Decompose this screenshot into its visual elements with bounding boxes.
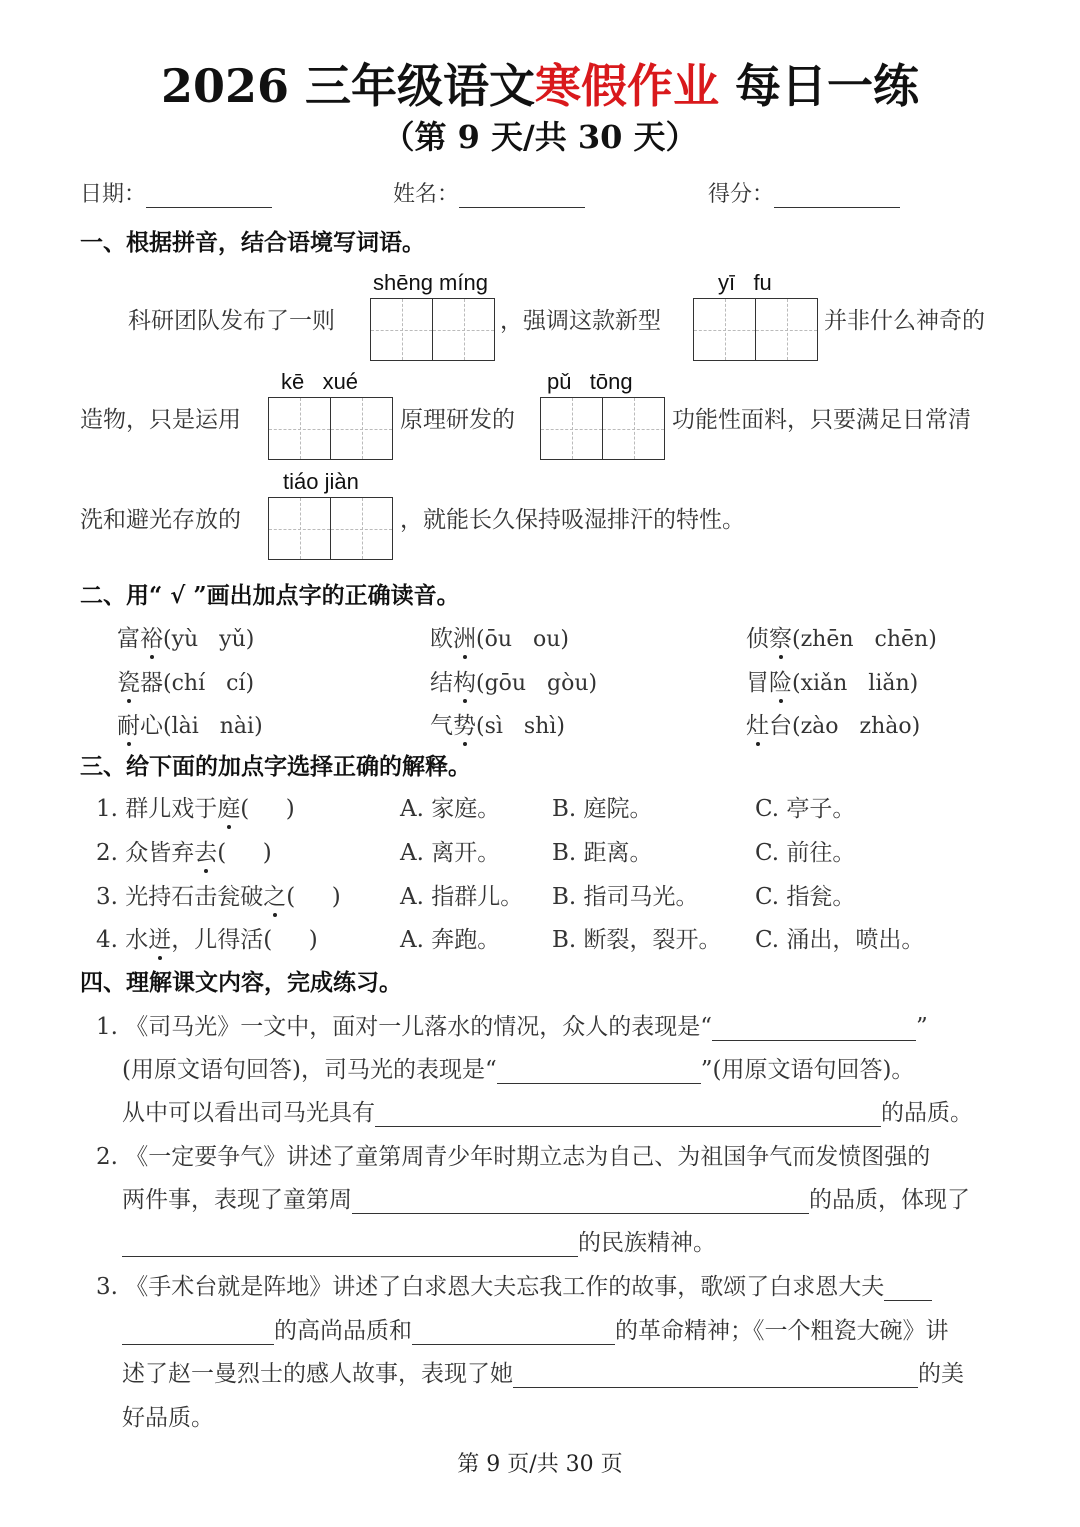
page-number: 第 9 页/共 30 页 — [457, 1452, 623, 1477]
answer-box-5[interactable] — [268, 497, 393, 560]
q3-blank-2[interactable] — [122, 1322, 274, 1345]
meaning-question[interactable]: 2. 众皆弃去( ) — [96, 834, 272, 867]
s1-text: ，强调这款新型 — [500, 308, 661, 334]
reading-item[interactable]: 冒险(xiǎn liǎn) — [746, 664, 918, 697]
reading-item[interactable]: 侦察(zhēn chēn) — [746, 620, 937, 653]
q2-blank-2[interactable] — [122, 1234, 578, 1257]
meaning-question[interactable]: 1. 群儿戏于庭( ) — [96, 790, 295, 823]
option-a: A. 离开。 — [400, 840, 501, 866]
reading-item[interactable]: 耐心(lài nài) — [117, 707, 263, 740]
option-b: B. 指司马光。 — [552, 884, 699, 910]
pinyin-kexue: kē xué — [281, 369, 359, 394]
q3-blank-3[interactable] — [412, 1322, 615, 1345]
option-c: C. 涌出，喷出。 — [755, 927, 925, 953]
q3-blank-4[interactable] — [513, 1365, 918, 1388]
pinyin-yifu: yī fu — [718, 270, 772, 295]
s1-text: ，就能长久保持吸湿排汗的特性。 — [400, 507, 745, 533]
pinyin-putong: pǔ tōng — [547, 369, 633, 394]
section3-heading: 三、给下面的加点字选择正确的解释。 — [80, 753, 471, 780]
q2-line1: 2. 《一定要争气》讲述了童第周青少年时期立志为自己、为祖国争气而发愤图强的 — [96, 1144, 931, 1170]
s1-text: 原理研发的 — [400, 407, 515, 433]
option-a: A. 奔跑。 — [400, 927, 501, 953]
page-subtitle: （第 9 天/共 30 天） — [382, 118, 698, 156]
date-field[interactable]: 日期： — [80, 177, 272, 208]
q3-line2: 的高尚品质和 的革命精神；《一个粗瓷大碗》讲 — [122, 1312, 949, 1345]
option-a: A. 家庭。 — [400, 796, 501, 822]
answer-box-4[interactable] — [540, 397, 665, 460]
pinyin-tiaojian: tiáo jiàn — [283, 469, 359, 494]
option-b: B. 断裂，裂开。 — [552, 927, 722, 953]
q2-line3: 的民族精神。 — [122, 1224, 716, 1257]
q3-line1: 3. 《手术台就是阵地》讲述了白求恩大夫忘我工作的故事，歌颂了白求恩大夫 — [96, 1268, 932, 1301]
q2-blank-1[interactable] — [352, 1191, 809, 1214]
option-c: C. 指瓮。 — [755, 884, 856, 910]
option-a: A. 指群儿。 — [400, 884, 524, 910]
reading-item[interactable]: 瓷器(chí cí) — [117, 664, 254, 697]
s1-text: 造物，只是运用 — [80, 407, 241, 433]
q3-line4: 好品质。 — [122, 1405, 214, 1431]
section2-heading: 二、用“ √ ”画出加点字的正确读音。 — [80, 582, 460, 609]
reading-item[interactable]: 结构(gōu gòu) — [430, 664, 597, 697]
q3-line3: 述了赵一曼烈士的感人故事，表现了她 的美 — [122, 1361, 964, 1387]
s1-text: 科研团队发布了一则 — [128, 308, 335, 334]
option-b: B. 庭院。 — [552, 796, 653, 822]
meaning-question[interactable]: 3. 光持石击瓮破之( ) — [96, 878, 341, 911]
pinyin-shengming: shēng míng — [373, 270, 488, 295]
reading-item[interactable]: 欧洲(ōu ou) — [430, 620, 569, 653]
option-c: C. 前往。 — [755, 840, 856, 866]
section1-heading: 一、根据拼音，结合语境写词语。 — [80, 229, 425, 256]
q1-blank-3[interactable] — [375, 1104, 881, 1127]
q1-line1: 1. 《司马光》一文中，面对一儿落水的情况，众人的表现是“ ” — [96, 1014, 928, 1040]
q2-line2: 两件事，表现了童第周 的品质，体现了 — [122, 1187, 970, 1213]
answer-box-3[interactable] — [268, 397, 393, 460]
s1-text: 功能性面料，只要满足日常清 — [672, 407, 971, 433]
option-c: C. 亭子。 — [755, 796, 856, 822]
score-field[interactable]: 得分： — [708, 177, 900, 208]
q1-line2: (用原文语句回答)，司马光的表现是“ ”(用原文语句回答)。 — [122, 1057, 915, 1083]
q1-line3: 从中可以看出司马光具有 的品质。 — [122, 1100, 973, 1126]
name-field[interactable]: 姓名： — [393, 177, 585, 208]
title-highlight: 寒假作业 — [535, 59, 720, 113]
reading-item[interactable]: 气势(sì shì) — [430, 707, 565, 740]
answer-box-1[interactable] — [370, 298, 495, 361]
q1-blank-1[interactable] — [712, 1018, 916, 1041]
reading-item[interactable]: 富裕(yù yǔ) — [117, 620, 254, 653]
section4-heading: 四、理解课文内容，完成练习。 — [80, 969, 402, 996]
q3-blank-1[interactable] — [884, 1278, 932, 1301]
answer-box-2[interactable] — [693, 298, 818, 361]
option-b: B. 距离。 — [552, 840, 653, 866]
page-title: 2026 三年级语文寒假作业 每日一练 — [160, 59, 920, 113]
meaning-question[interactable]: 4. 水迸，儿得活( ) — [96, 921, 318, 954]
s1-text: 洗和避光存放的 — [80, 507, 241, 533]
s1-text: 并非什么神奇的 — [824, 308, 985, 334]
q1-blank-2[interactable] — [497, 1061, 701, 1084]
reading-item[interactable]: 灶台(zào zhào) — [746, 707, 920, 740]
